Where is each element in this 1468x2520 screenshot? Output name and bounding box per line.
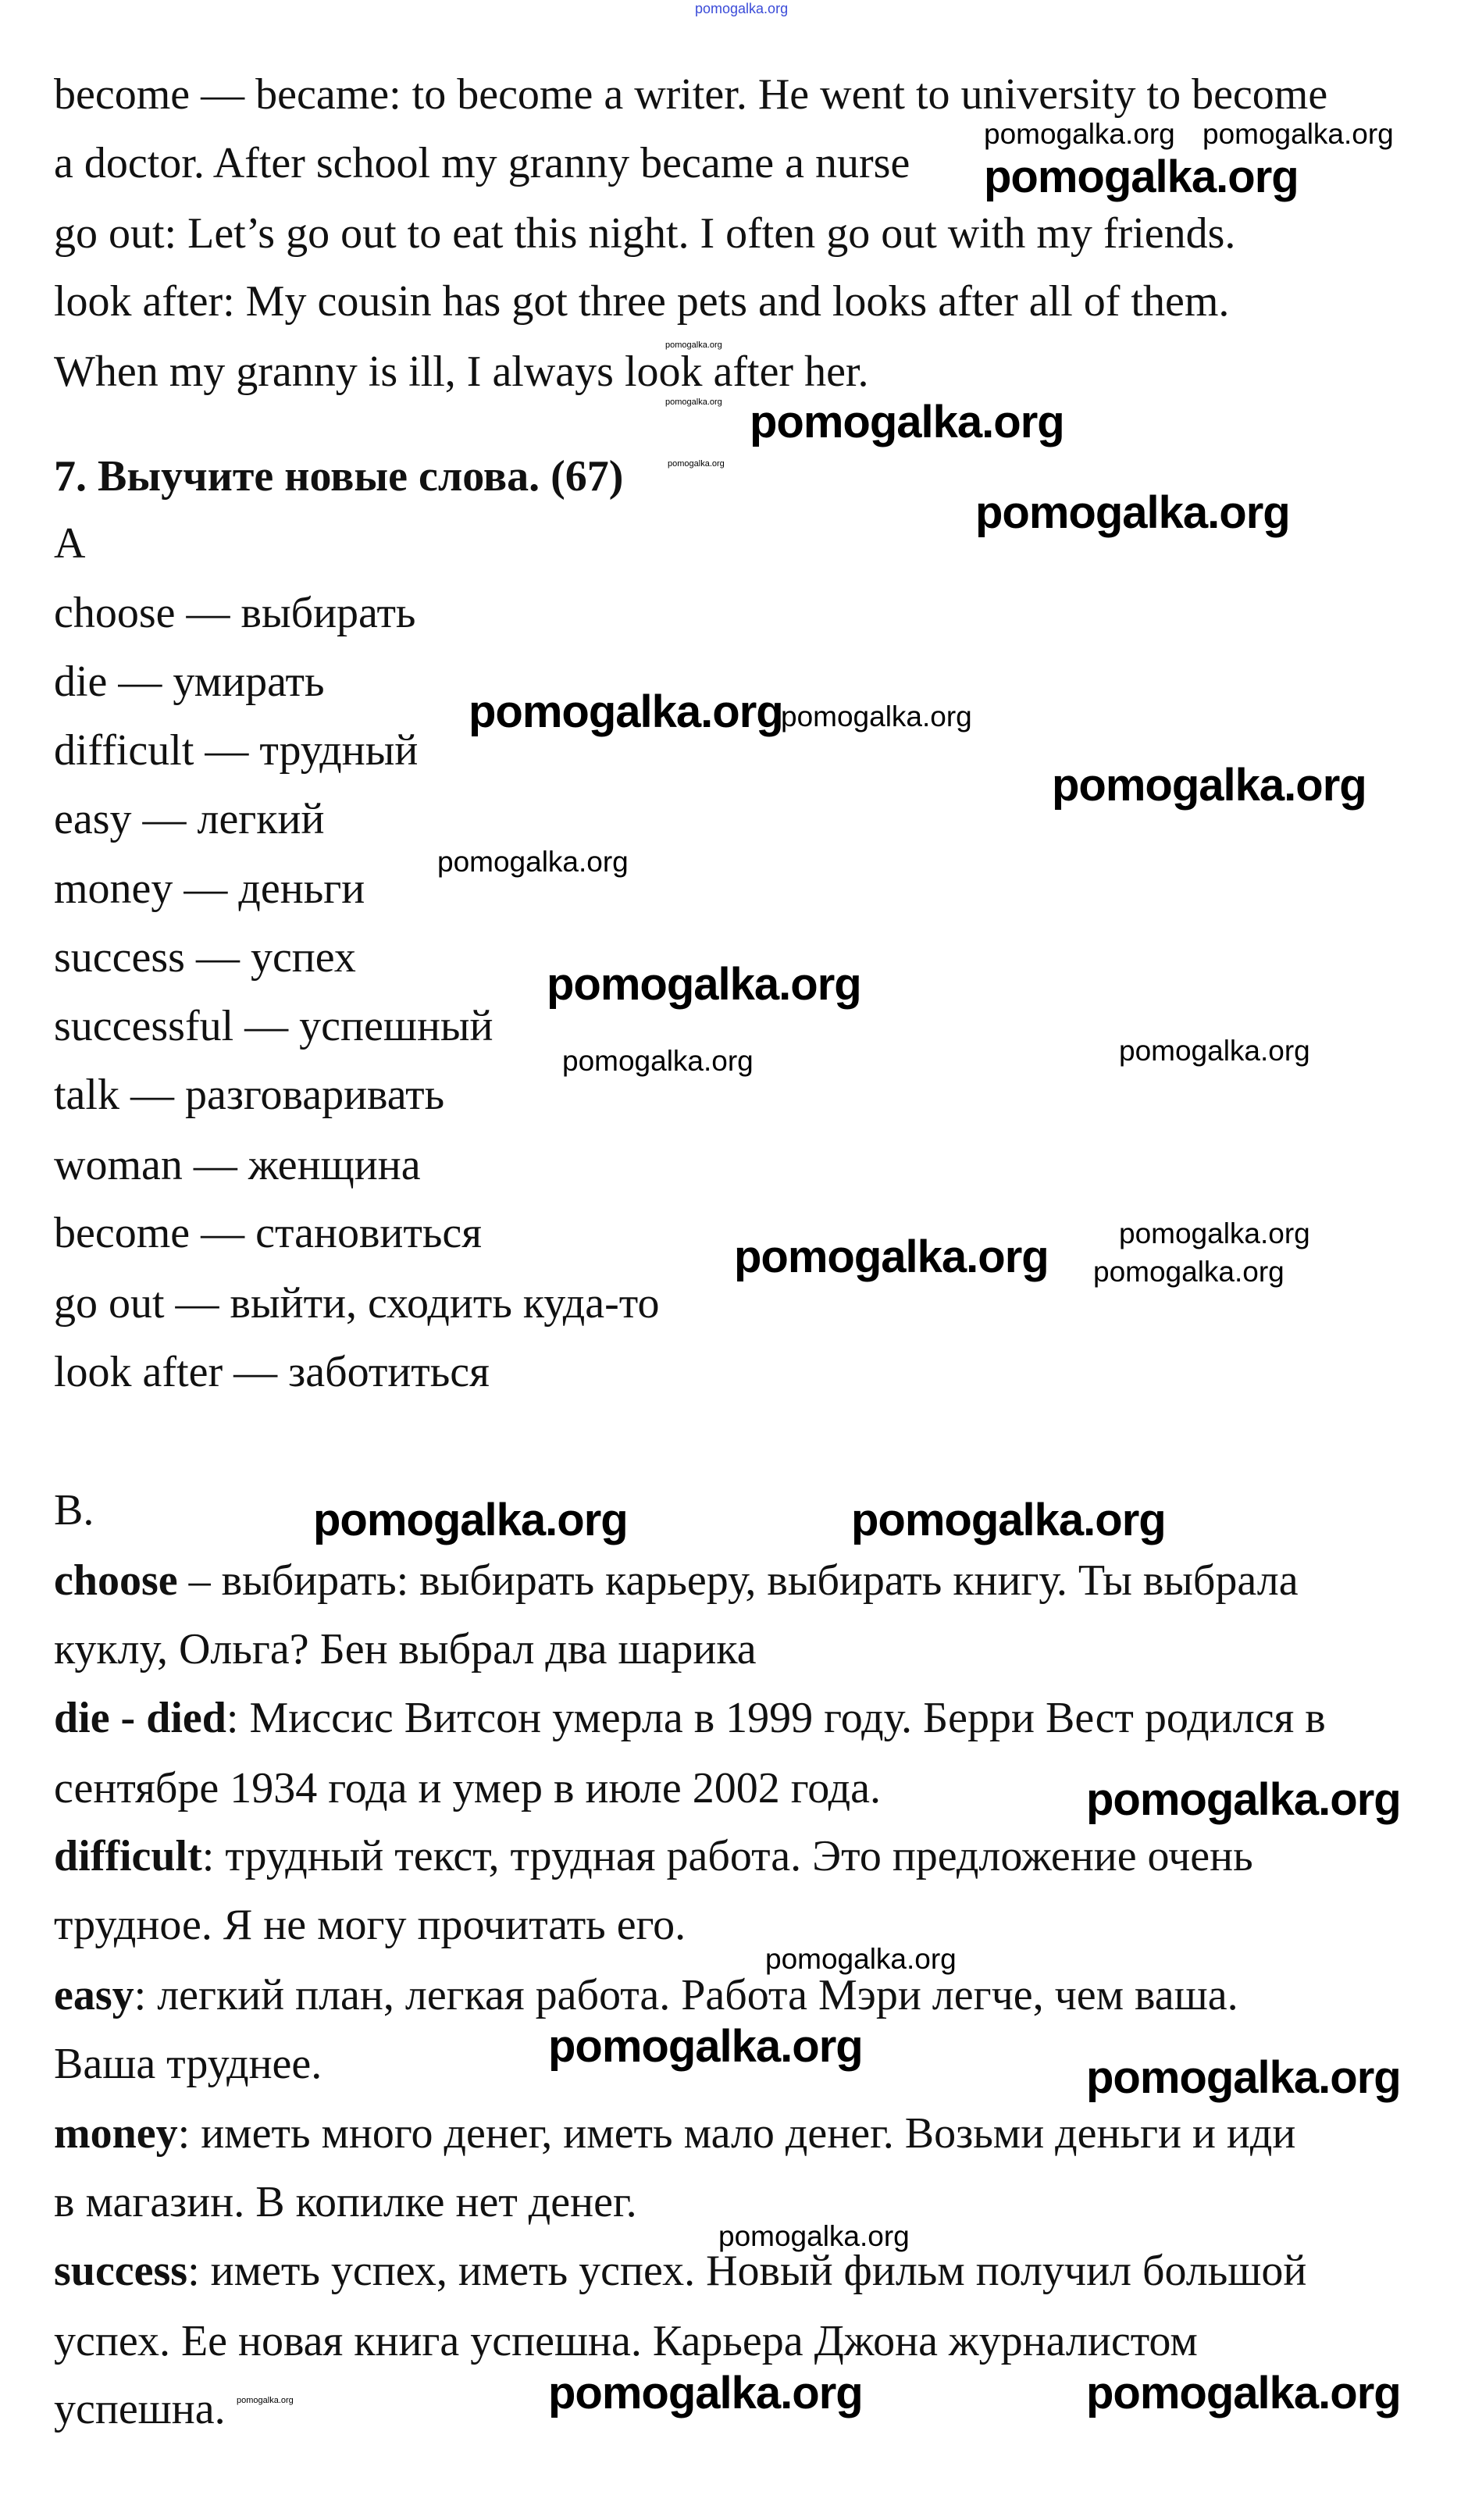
line-text: die — умирать: [54, 658, 325, 706]
watermark: pomogalka.org: [1093, 1256, 1284, 1288]
watermark: pomogalka.org: [1119, 1035, 1310, 1067]
watermark: pomogalka.org: [1203, 118, 1394, 150]
text-line: [54, 1131, 421, 1199]
line-text: success — успех: [54, 933, 356, 982]
text-line: [54, 2237, 1306, 2305]
text-line: [54, 2099, 1295, 2168]
watermark: pomogalka.org: [1086, 2368, 1401, 2418]
line-text: woman — женщина: [54, 1141, 421, 1189]
text-line: [54, 716, 418, 785]
watermark: pomogalka.org: [984, 151, 1299, 202]
line-text: куклу, Ольга? Бен выбрал два шарика: [54, 1625, 757, 1673]
term: die - died: [54, 1694, 226, 1742]
line-text: become — became: to become a writer. He went to university to become: [54, 70, 1328, 119]
text-line: [54, 267, 1229, 336]
line-text: easy — легкий: [54, 795, 325, 843]
watermark: pomogalka.org: [851, 1495, 1166, 1545]
term: difficult: [54, 1832, 202, 1880]
watermark: pomogalka.org: [718, 2220, 910, 2252]
line-text: B.: [54, 1486, 94, 1534]
text-line: [54, 2030, 322, 2098]
watermark: pomogalka.org: [750, 397, 1064, 447]
text-line: [54, 2307, 1198, 2376]
text-line: [54, 509, 85, 578]
watermark: pomogalka.org: [1086, 1774, 1401, 1825]
text-line: [54, 1891, 686, 1959]
text-line: [54, 923, 356, 992]
text-line: [54, 1546, 1299, 1615]
watermark: pomogalka.org: [668, 459, 725, 469]
term: success: [54, 2247, 188, 2295]
line-text: money — деньги: [54, 864, 365, 913]
text-line: [54, 579, 415, 647]
section-heading: [54, 442, 623, 511]
term: money: [54, 2109, 178, 2158]
watermark: pomogalka.org: [313, 1495, 628, 1545]
line-text: : иметь успех, иметь успех. Новый фильм получил большой: [187, 2247, 1307, 2295]
watermark: pomogalka.org: [975, 487, 1290, 538]
line-text: go out: Let’s go out to eat this night. I often go out with my friends.: [54, 209, 1236, 258]
watermark: pomogalka.org: [781, 700, 972, 732]
line-text: talk — разговаривать: [54, 1071, 445, 1119]
term: easy: [54, 1971, 134, 2019]
line-text: : трудный текст, трудная работа. Это предложение очень: [201, 1832, 1253, 1880]
watermark: pomogalka.org: [695, 1, 789, 16]
watermark: pomogalka.org: [562, 1045, 754, 1077]
text-line: [54, 337, 869, 406]
watermark: pomogalka.org: [765, 1943, 957, 1975]
text-line: [54, 199, 1235, 268]
text-line: [54, 1269, 660, 1338]
text-line: [54, 854, 365, 923]
watermark: pomogalka.org: [984, 118, 1175, 150]
line-text: difficult — трудный: [54, 726, 419, 775]
text-line: [54, 1961, 1238, 2030]
line-text: look after: My cousin has got three pets and looks after all of them.: [54, 277, 1230, 326]
text-line: [54, 647, 325, 716]
line-text: – выбирать: выбирать карьеру, выбирать книгу. Ты выбрала: [177, 1556, 1299, 1605]
line-text: choose — выбирать: [54, 589, 416, 637]
watermark: pomogalka.org: [665, 340, 722, 350]
text-line: [54, 992, 493, 1060]
line-text: a doctor. After school my granny became a nurse: [54, 139, 910, 187]
text-line: [54, 1476, 94, 1545]
text-line: [54, 1754, 881, 1823]
text-line: [54, 2375, 226, 2443]
watermark: pomogalka.org: [437, 846, 629, 878]
text-line: [54, 2168, 637, 2237]
line-text: успех. Ее новая книга успешна. Карьера Джона журналистом: [54, 2317, 1198, 2365]
watermark: pomogalka.org: [547, 959, 861, 1010]
watermark: pomogalka.org: [469, 686, 783, 737]
text-line: [54, 1338, 490, 1406]
text-line: [54, 129, 910, 198]
text-line: [54, 1199, 482, 1267]
line-text: сентябре 1934 года и умер в июле 2002 года.: [54, 1764, 881, 1812]
watermark: pomogalka.org: [1052, 760, 1366, 811]
term: 7. Выучите новые слова. (67): [54, 452, 624, 501]
watermark: pomogalka.org: [1119, 1217, 1310, 1249]
watermark: pomogalka.org: [1086, 2052, 1401, 2103]
line-text: look after — заботиться: [54, 1348, 490, 1396]
line-text: успешна.: [54, 2385, 226, 2433]
line-text: Ваша труднее.: [54, 2040, 322, 2088]
text-line: [54, 1822, 1253, 1891]
text-line: [54, 1060, 444, 1129]
line-text: в магазин. В копилке нет денег.: [54, 2178, 637, 2226]
line-text: A: [54, 519, 86, 568]
line-text: : Миссис Витсон умерла в 1999 году. Берри Вест родился в: [226, 1694, 1326, 1742]
line-text: : легкий план, легкая работа. Работа Мэри легче, чем ваша.: [134, 1971, 1238, 2019]
watermark: pomogalka.org: [734, 1231, 1049, 1282]
text-line: [54, 1684, 1326, 1752]
line-text: go out — выйти, сходить куда-то: [54, 1279, 660, 1328]
watermark: pomogalka.org: [548, 2368, 863, 2418]
line-text: become — становиться: [54, 1209, 482, 1257]
term: choose: [54, 1556, 178, 1605]
watermark: pomogalka.org: [665, 397, 722, 407]
text-line: [54, 785, 324, 854]
line-text: When my granny is ill, I always look after her.: [54, 348, 869, 396]
line-text: трудное. Я не могу прочитать его.: [54, 1901, 686, 1949]
text-line: [54, 1615, 757, 1684]
line-text: : иметь много денег, иметь мало денег. Возьми деньги и иди: [177, 2109, 1296, 2158]
watermark: pomogalka.org: [548, 2021, 863, 2072]
line-text: successful — успешный: [54, 1002, 493, 1050]
watermark: pomogalka.org: [237, 2396, 294, 2405]
